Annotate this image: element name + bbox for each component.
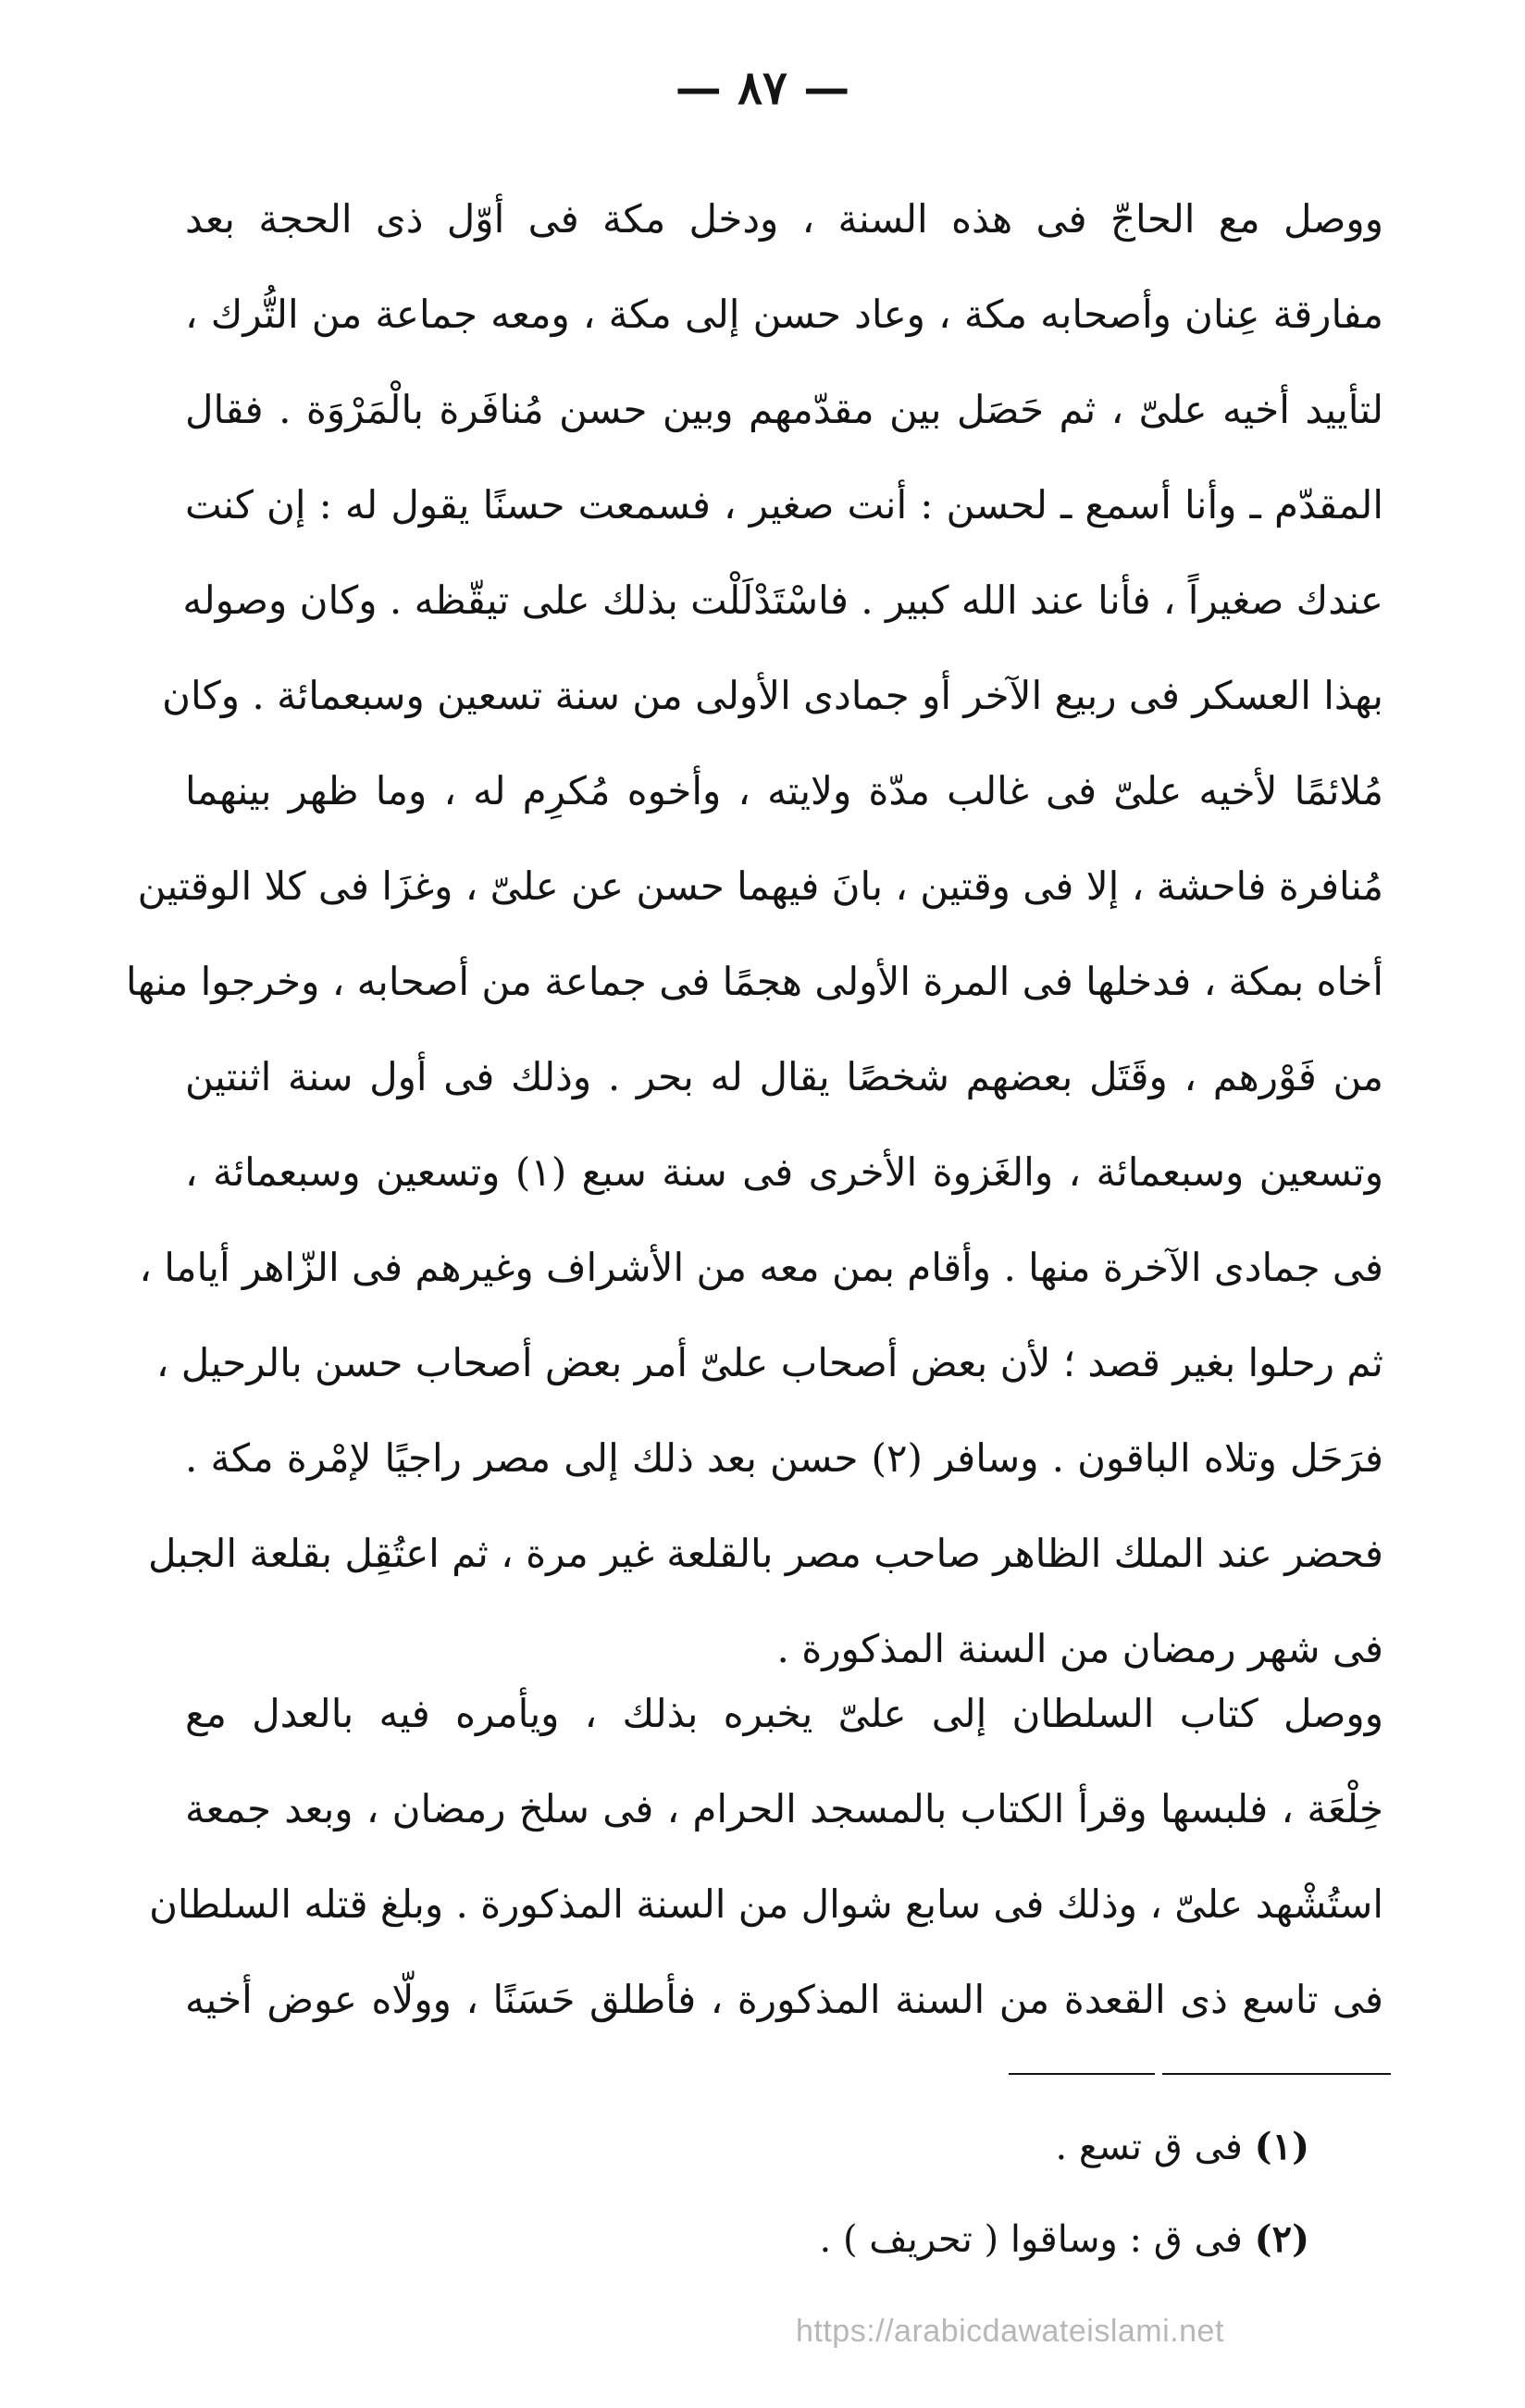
paragraph-2 bbox=[149, 1666, 1383, 2047]
text-line: عندك صغيراً ، فأنا عند الله كبير . فاسْتَدْلَلْت بذلك على تيقّظه . وكان وصوله bbox=[182, 577, 1383, 623]
text-line: استُشْهد علىّ ، وذلك فى سابع شوال من السنة المذكورة . وبلغ قتله السلطان bbox=[149, 1881, 1383, 1927]
footnote-number: (١) bbox=[1254, 2125, 1309, 2168]
text-line: ووصل مع الحاجّ فى هذه السنة ، ودخل مكة فى أوّل ذى الحجة بعد bbox=[185, 196, 1383, 242]
text-line: أخاه بمكة ، فدخلها فى المرة الأولى هجمًا فى جماعة من أصحابه ، وخرجوا منها bbox=[125, 959, 1383, 1004]
text-line: وتسعين وسبعمائة ، والغَزوة الأخرى فى سنة سبع (١) وتسعين وسبعمائة ، bbox=[185, 1149, 1383, 1195]
text-line: خِلْعَة ، فلبسها وقرأ الكتاب بالمسجد الحرام ، فى سلخ رمضان ، وبعد جمعة bbox=[185, 1786, 1383, 1831]
watermark-url: https://arabicdawateislami.net bbox=[796, 2314, 1224, 2349]
text-line: فرَحَل وتلاه الباقون . وسافر (٢) حسن بعد ذلك إلى مصر راجيًا لإمْرة مكة . bbox=[185, 1435, 1383, 1481]
text-line: فى شهر رمضان من السنة المذكورة . bbox=[776, 1626, 1383, 1671]
footnote-2 bbox=[185, 2193, 1309, 2286]
footnote-number: (٢) bbox=[1254, 2217, 1309, 2261]
text-line: لتأييد أخيه علىّ ، ثم حَصَل بين مقدّمهم وبين حسن مُنافَرة بالْمَرْوَة . فقال bbox=[185, 387, 1383, 432]
text-line: ثم رحلوا بغير قصد ؛ لأن بعض أصحاب علىّ أمر بعض أصحاب حسن بالرحيل ، bbox=[155, 1340, 1383, 1385]
text-line: فحضر عند الملك الظاهر صاحب مصر بالقلعة غير مرة ، ثم اعتُقِل بقلعة الجبل bbox=[148, 1531, 1383, 1576]
text-line: فى تاسع ذى القعدة من السنة المذكورة ، فأطلق حَسَنًا ، وولّاه عوض أخيه bbox=[185, 1977, 1383, 2022]
text-line: المقدّم ـ وأنا أسمع ـ لحسن : أنت صغير ، فسمعت حسنًا يقول له : إن كنت bbox=[185, 482, 1383, 528]
text-line: بهذا العسكر فى ربيع الآخر أو جمادى الأولى من سنة تسعين وسبعمائة . وكان bbox=[162, 673, 1383, 718]
footnote-separator bbox=[1009, 2073, 1391, 2075]
footnote-1 bbox=[185, 2101, 1309, 2193]
text-line: فى جمادى الآخرة منها . وأقام بمن معه من الأشراف وغيرهم فى الزّاهر أياما ، bbox=[139, 1245, 1383, 1290]
text-line: ووصل كتاب السلطان إلى علىّ يخبره بذلك ، ويأمره فيه بالعدل مع bbox=[185, 1691, 1383, 1736]
text-line: مُلائمًا لأخيه علىّ فى غالب مدّة ولايته ، وأخوه مُكرِم له ، وما ظهر بينهما bbox=[185, 768, 1383, 813]
text-line: من فَوْرهم ، وقَتَل بعضهم شخصًا يقال له بحر . وذلك فى أول سنة اثنتين bbox=[185, 1054, 1383, 1099]
page-number: — ٨٧ — bbox=[675, 60, 850, 115]
footnotes bbox=[185, 2101, 1309, 2286]
text-line: مُنافرة فاحشة ، إلا فى وقتين ، بانَ فيهما حسن عن علىّ ، وغزَا فى كلا الوقتين bbox=[137, 863, 1383, 909]
paragraph-1 bbox=[125, 171, 1383, 1696]
text-line: مفارقة عِنان وأصحابه مكة ، وعاد حسن إلى مكة ، ومعه جماعة من التُّرك ، bbox=[185, 292, 1383, 337]
footnote-separator-gap bbox=[1155, 2069, 1162, 2079]
footnote-text: فى ق : وساقوا ( تحريف ) . bbox=[819, 2218, 1243, 2261]
footnote-text: فى ق تسع . bbox=[1055, 2126, 1243, 2168]
